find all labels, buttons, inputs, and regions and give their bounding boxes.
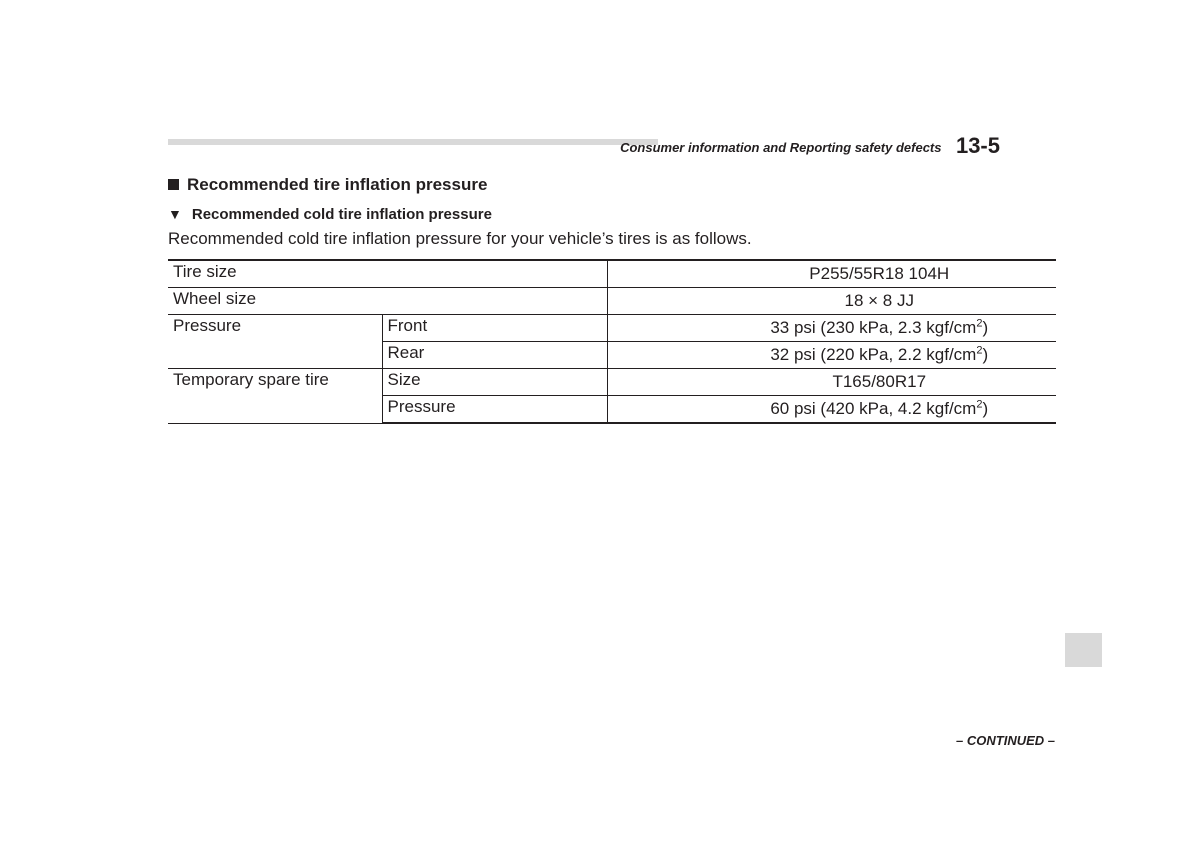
pressure-label: Pressure	[168, 315, 382, 369]
running-header	[580, 133, 1000, 157]
table-row	[168, 369, 1056, 396]
continued-label: – CONTINUED –	[956, 733, 1055, 748]
tire-size-label: Tire size	[168, 260, 607, 288]
spare-size-label: Size	[382, 369, 607, 396]
wheel-size-label: Wheel size	[168, 288, 607, 315]
square-bullet-icon	[168, 179, 179, 190]
page-number: 13-5	[955, 133, 1000, 158]
spare-size-value: T165/80R17	[607, 369, 1056, 396]
spare-tire-label: Temporary spare tire	[168, 369, 382, 424]
table-row	[168, 288, 1056, 315]
table-row	[168, 315, 1056, 342]
tire-size-value: P255/55R18 104H	[607, 260, 1056, 288]
triangle-bullet-icon: ▼	[168, 206, 182, 222]
subsection-title: Recommended cold tire inflation pressure	[191, 206, 492, 223]
table-row	[168, 260, 1056, 288]
front-label: Front	[382, 315, 607, 342]
front-pressure-value: 33 psi (230 kPa, 2.3 kgf/$cm^2$)	[607, 315, 1056, 342]
spare-pressure-value: 60 psi (420 kPa, 4.2 kgf/$cm^2$)	[607, 396, 1056, 424]
chapter-title: Consumer information and Reporting safety defects	[620, 140, 942, 155]
rear-label: Rear	[382, 342, 607, 369]
tire-pressure-table	[168, 259, 1056, 424]
section-heading	[168, 175, 487, 195]
wheel-size-value: 18 × 8 JJ	[607, 288, 1056, 315]
subsection-heading	[168, 206, 492, 223]
section-title: Recommended tire inflation pressure	[187, 175, 488, 194]
chapter-thumb-tab	[1065, 633, 1102, 667]
intro-paragraph: Recommended cold tire inflation pressure for your vehicle’s tires is as follows.	[168, 229, 752, 248]
spare-pressure-label: Pressure	[382, 396, 607, 424]
rear-pressure-value: 32 psi (220 kPa, 2.2 kgf/$cm^2$)	[607, 342, 1056, 369]
